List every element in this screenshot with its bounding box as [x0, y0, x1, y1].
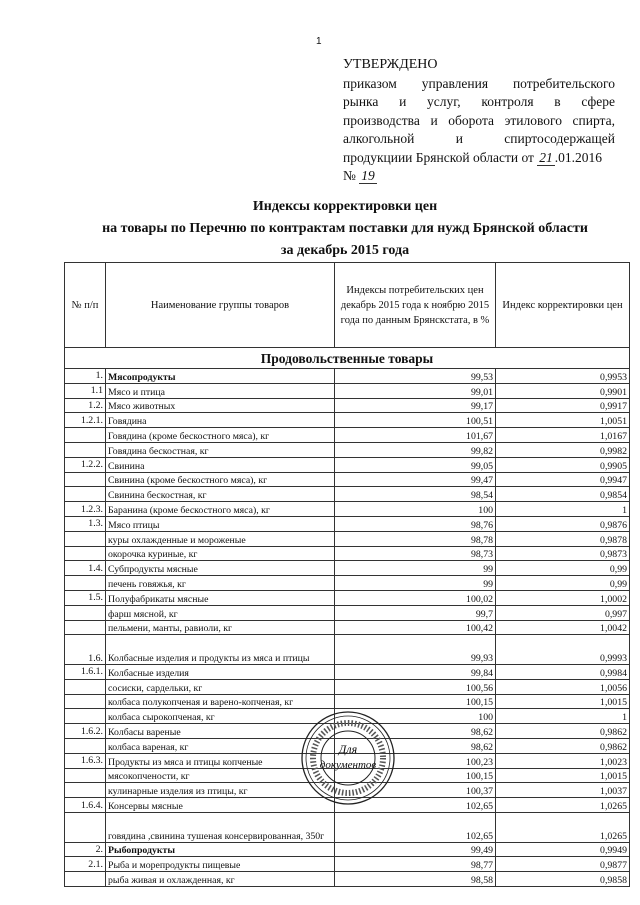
row-cpi: 100 — [335, 709, 496, 724]
row-name: Мясо и птица — [106, 383, 335, 398]
row-index: 0,9876 — [496, 516, 630, 531]
row-name: Мясопродукты — [106, 369, 335, 384]
row-index: 1 — [496, 502, 630, 517]
row-cpi: 98,54 — [335, 487, 496, 502]
row-index: 0,9862 — [496, 738, 630, 753]
row-name: говядина ,свинина тушеная консервированная, 350г — [106, 812, 335, 842]
approval-number-line — [343, 167, 615, 186]
row-number — [65, 694, 106, 709]
table-row — [65, 664, 630, 679]
row-cpi: 100,37 — [335, 783, 496, 798]
row-number: 1.6. — [65, 635, 106, 665]
row-index: 0,9878 — [496, 531, 630, 546]
row-name: рыба живая и охлажденная, кг — [106, 872, 335, 887]
row-cpi: 100,02 — [335, 590, 496, 605]
row-number: 1.2. — [65, 398, 106, 413]
handwritten-day: 21 — [539, 149, 553, 165]
row-index: 1,0015 — [496, 768, 630, 783]
approval-block — [343, 56, 615, 186]
row-cpi: 99,05 — [335, 457, 496, 472]
table-row — [65, 442, 630, 457]
row-number — [65, 768, 106, 783]
stamp-seal — [298, 708, 398, 808]
row-name: Баранина (кроме бескостного мяса), кг — [106, 502, 335, 517]
row-name: Колбасные изделия — [106, 664, 335, 679]
table-row — [65, 428, 630, 443]
title-line: Индексы корректировки цен — [252, 199, 438, 214]
row-name: Говядина — [106, 413, 335, 428]
row-cpi: 100,51 — [335, 413, 496, 428]
row-name: Колбасы вареные — [106, 724, 335, 739]
row-number: 1.2.3. — [65, 502, 106, 517]
row-index: 0,9905 — [496, 457, 630, 472]
header-index: Индекс корректировки цен — [496, 263, 630, 348]
row-index: 0,9953 — [496, 369, 630, 384]
row-name: колбаса вареная, кг — [106, 738, 335, 753]
row-name: Рыба и морепродукты пищевые — [106, 857, 335, 872]
row-index: 0,9854 — [496, 487, 630, 502]
approval-date-line — [343, 149, 615, 168]
row-cpi: 100,42 — [335, 620, 496, 635]
row-index: 1,0056 — [496, 679, 630, 694]
row-number — [65, 783, 106, 798]
table-row — [65, 516, 630, 531]
row-number: 1.6.3. — [65, 753, 106, 768]
header-number: № п/п — [65, 263, 106, 348]
row-name: Полуфабрикаты мясные — [106, 590, 335, 605]
row-cpi: 99,53 — [335, 369, 496, 384]
row-name: Говядина (кроме бескостного мяса), кг — [106, 428, 335, 443]
row-cpi: 99,84 — [335, 664, 496, 679]
row-name: сосиски, сардельки, кг — [106, 679, 335, 694]
row-index: 1,0051 — [496, 413, 630, 428]
table-row — [65, 369, 630, 384]
row-number — [65, 738, 106, 753]
row-name: окорочка куриные, кг — [106, 546, 335, 561]
row-cpi: 102,65 — [335, 798, 496, 813]
row-cpi: 98,76 — [335, 516, 496, 531]
row-cpi: 98,77 — [335, 857, 496, 872]
table-row — [65, 383, 630, 398]
row-cpi: 102,65 — [335, 812, 496, 842]
row-number — [65, 576, 106, 591]
row-cpi: 100,15 — [335, 694, 496, 709]
row-index: 0,9877 — [496, 857, 630, 872]
row-index: 0,99 — [496, 576, 630, 591]
table-row — [65, 694, 630, 709]
row-number — [65, 679, 106, 694]
row-name: Субпродукты мясные — [106, 561, 335, 576]
table-row — [65, 502, 630, 517]
table-row — [65, 487, 630, 502]
table-row — [65, 872, 630, 887]
row-cpi: 98,62 — [335, 738, 496, 753]
row-name: Мясо птицы — [106, 516, 335, 531]
row-number: 1.5. — [65, 590, 106, 605]
row-name: Рыбопродукты — [106, 842, 335, 857]
row-index: 1 — [496, 709, 630, 724]
row-number: 1.6.2. — [65, 724, 106, 739]
row-number — [65, 620, 106, 635]
row-index: 1,0167 — [496, 428, 630, 443]
row-cpi: 100,56 — [335, 679, 496, 694]
page-number: 1 — [316, 36, 322, 47]
row-cpi: 101,67 — [335, 428, 496, 443]
header-name: Наименование группы товаров — [106, 263, 335, 348]
svg-text:документов: документов — [319, 759, 377, 771]
row-cpi: 99,7 — [335, 605, 496, 620]
row-name: Консервы мясные — [106, 798, 335, 813]
row-number: 1.4. — [65, 561, 106, 576]
table-row — [65, 620, 630, 635]
row-cpi: 99,47 — [335, 472, 496, 487]
table-row — [65, 842, 630, 857]
row-cpi: 99,82 — [335, 442, 496, 457]
table-row — [65, 812, 630, 842]
table-row — [65, 472, 630, 487]
row-cpi: 98,62 — [335, 724, 496, 739]
row-index: 0,9873 — [496, 546, 630, 561]
approval-line: производства и оборота этилового спирта, — [343, 112, 615, 128]
row-index: 0,9947 — [496, 472, 630, 487]
row-index: 1,0015 — [496, 694, 630, 709]
row-number: 1.3. — [65, 516, 106, 531]
document-title — [60, 196, 630, 262]
table-row — [65, 576, 630, 591]
row-index: 0,9917 — [496, 398, 630, 413]
table-row — [65, 857, 630, 872]
row-index: 0,9858 — [496, 872, 630, 887]
row-name: пельмени, манты, равиоли, кг — [106, 620, 335, 635]
row-cpi: 99,01 — [335, 383, 496, 398]
row-index: 0,9984 — [496, 664, 630, 679]
row-index: 1,0042 — [496, 620, 630, 635]
row-number: 1.2.2. — [65, 457, 106, 472]
row-cpi: 99 — [335, 561, 496, 576]
row-cpi: 100,23 — [335, 753, 496, 768]
row-name: Свинина (кроме бескостного мяса), кг — [106, 472, 335, 487]
approval-line: приказом управления потребительского — [343, 75, 615, 91]
row-number — [65, 872, 106, 887]
section-heading: Продовольственные товары — [65, 348, 630, 369]
row-cpi: 99,49 — [335, 842, 496, 857]
row-number: 2.1. — [65, 857, 106, 872]
row-index: 0,9993 — [496, 635, 630, 665]
table-row — [65, 546, 630, 561]
row-index: 1,0265 — [496, 798, 630, 813]
row-index: 0,99 — [496, 561, 630, 576]
table-row — [65, 590, 630, 605]
table-row — [65, 531, 630, 546]
approval-heading: УТВЕРЖДЕНО — [343, 57, 438, 72]
title-line: за декабрь 2015 года — [280, 243, 410, 258]
row-number: 1.6.4. — [65, 798, 106, 813]
row-index: 0,9862 — [496, 724, 630, 739]
row-number — [65, 546, 106, 561]
table-row — [65, 398, 630, 413]
row-name: печень говяжья, кг — [106, 576, 335, 591]
row-index: 0,9982 — [496, 442, 630, 457]
approval-line: рынка и услуг, контроля в сфере — [343, 94, 615, 109]
row-index: 1,0023 — [496, 753, 630, 768]
row-number — [65, 605, 106, 620]
number-prefix: № — [343, 168, 356, 183]
approval-line: алкогольной и спиртосодержащей — [343, 131, 615, 146]
row-name: Мясо животных — [106, 398, 335, 413]
row-number — [65, 487, 106, 502]
row-number — [65, 472, 106, 487]
date-rest: .01.2016 — [554, 149, 603, 165]
row-number — [65, 709, 106, 724]
row-cpi: 99 — [335, 576, 496, 591]
title-line: на товары по Перечню по контрактам поставки для нужд Брянской области — [102, 221, 588, 236]
row-number: 1. — [65, 369, 106, 384]
row-number: 1.6.1. — [65, 664, 106, 679]
row-name: колбаса полукопченая и варено-копченая, кг — [106, 694, 335, 709]
row-name: Говядина бескостная, кг — [106, 442, 335, 457]
row-cpi: 99,17 — [335, 398, 496, 413]
row-cpi: 100,15 — [335, 768, 496, 783]
row-name: кулинарные изделия из птицы, кг — [106, 783, 335, 798]
row-index: 1,0265 — [496, 812, 630, 842]
svg-text:Для: Для — [338, 742, 358, 756]
row-cpi: 99,93 — [335, 635, 496, 665]
row-number — [65, 442, 106, 457]
table-row — [65, 679, 630, 694]
row-index: 1,0002 — [496, 590, 630, 605]
table-row — [65, 605, 630, 620]
row-name: куры охлажденные и мороженые — [106, 531, 335, 546]
row-name: мясокопчености, кг — [106, 768, 335, 783]
row-cpi: 98,78 — [335, 531, 496, 546]
row-number: 1.2.1. — [65, 413, 106, 428]
row-cpi: 98,73 — [335, 546, 496, 561]
row-cpi: 98,58 — [335, 872, 496, 887]
row-cpi: 100 — [335, 502, 496, 517]
row-name: Продукты из мяса и птицы копченые — [106, 753, 335, 768]
approval-line: продукциии Брянской области от — [343, 149, 534, 165]
table-row — [65, 635, 630, 665]
row-name: фарш мясной, кг — [106, 605, 335, 620]
row-number — [65, 531, 106, 546]
row-number — [65, 428, 106, 443]
row-index: 1,0037 — [496, 783, 630, 798]
row-name: колбаса сырокопченая, кг — [106, 709, 335, 724]
row-name: Колбасные изделия и продукты из мяса и птицы — [106, 635, 335, 665]
row-name: Свинина бескостная, кг — [106, 487, 335, 502]
row-index: 0,9949 — [496, 842, 630, 857]
header-cpi: Индексы потребительских цен декабрь 2015 года к ноябрю 2015 года по данным Брянскстата, в % — [335, 263, 496, 348]
row-number: 1.1 — [65, 383, 106, 398]
table-row — [65, 413, 630, 428]
table-row — [65, 457, 630, 472]
handwritten-number: 19 — [361, 168, 375, 183]
row-number — [65, 812, 106, 842]
row-index: 0,9901 — [496, 383, 630, 398]
table-row — [65, 561, 630, 576]
row-number: 2. — [65, 842, 106, 857]
row-index: 0,997 — [496, 605, 630, 620]
row-name: Свинина — [106, 457, 335, 472]
